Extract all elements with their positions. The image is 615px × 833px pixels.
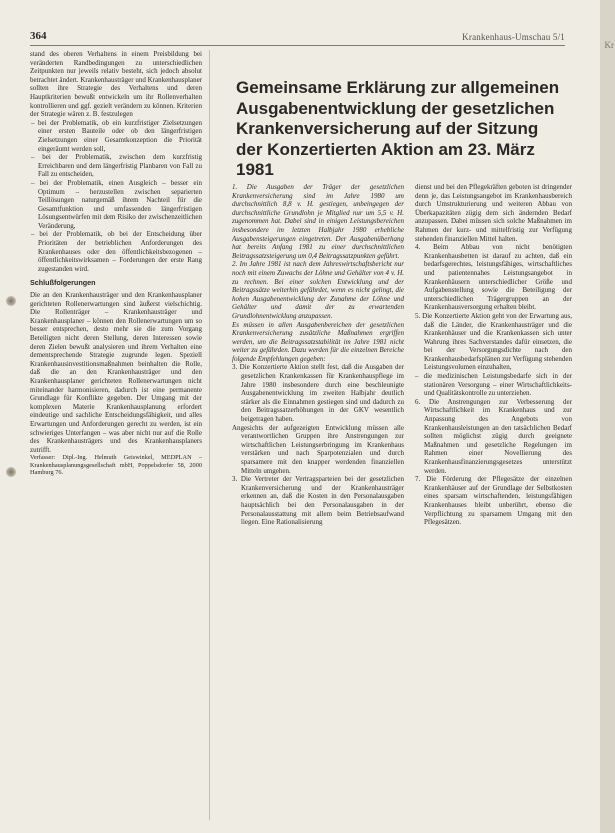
list-item: – bei der Problematik, einen Ausgleich – besser ein Optimum – herzustellen zwischen separierten Teillösungen naturgemäß ihrem Nachteil für die Gesamtfunktion und umfassenden längerfristigen Lösungsentwürfen mit dem Risiko der zwischenzeitlichen Veränderung, [31,178,202,230]
list-item: – bei der Problematik, ob ein kurzfristiger Zielsetzungen einer ersten Bauteile oder ob den längerfristigen Zielsetzungen einer Gesamtkonzeption die Priorität eingeräumt werden soll, [31,118,202,153]
punch-hole-icon [6,467,16,477]
edge-label: Kr [604,40,614,50]
section-heading: Schlußfolgerungen [30,278,96,288]
paragraph: 5. Die Konzertierte Aktion geht von der Erwartung aus, daß die Länder, die Krankenhausträger und die Krankenhäuser und die Krankenkassen sich unter Wahrung ihres Sachverstandes dafür einsetzen, die bei der Versorgungsdichte nach den Krankenhausbedarfsplänen zur Verfügung stehenden Leistungsvolumen einzuhalten, [415,311,572,372]
left-body: Die an den Krankenhausträger und den Krankenhausplaner gerichteten Rollenerwartungen sind äußerst vielschichtig. Die Rollenträger – Krankenhausträger und Krankenhausplaner – können den Rollenerwartungen um so besser entsprechen, desto mehr sie die zum Vorgang Beteiligten nicht deren Stellung, deren Interessen sowie deren Zielen bewußt analysieren und ihrem Verhalten eine dementsprechende Strategie zugrunde legen. Speziell Krankenhausinvestitionsmaßnahmen beinhalten die Rolle, daß die an den Krankenhausträger und den Krankenhausplaner gerichteten Rollenerwartungen nicht miteinander harmonisieren, dadurch ist eine permanente Grundlage für Konflikte gegeben. Der Umgang mit der komplexen Materie Krankenhausplanung erfordert eindeutige und sachliche Entscheidungsfähigkeit, und alles Erwartungen und Anforderungen gerecht zu werden, ist ein schwieriges Unterfangen – was aber nicht nur auf die Rolle des Krankenhausträgers und des Krankenhausplaners zutrifft. [30,291,202,454]
paragraph: Es müssen in allen Ausgabenbereichen der gesetzlichen Krankenversicherung zusätzliche Maßnahmen ergriffen werden, um die Beitragssatzstabilität im Jahre 1981 nicht weiter zu gefährden. Dazu werden für die einzelnen Bereiche folgende Empfehlungen gegeben: [232,320,404,363]
paragraph: – die medizinischen Leistungsbedarfe sich in der stationären Versorgung – einer Wirtschaftlichkeits- und Qualitätskontrolle zu unterziehen. [415,372,572,398]
paragraph: 7. Die Förderung der Pflegesätze der einzelnen Krankenhäuser auf der Grundlage der Selbstkosten eines sparsam wirtschaftenden, leistungsfähigen Krankenhauses bleibt unberührt, ebenso die Verpflichtung zu sparsamem Umgang mit den Pflegesätzen. [415,475,572,527]
paragraph: 3. Die Vertreter der Vertragsparteien bei der gesetzlichen Krankenversicherung und der Krankenhausträger erkennen an, daß die Kosten in den Personalausgaben hauptsächlich bei den Personalausgaben in der Personalausstattung mit allem beim Betriebsaufwand liegen. Eine Rationalisierung [232,475,404,527]
column-divider [209,50,210,820]
paragraph: dienst und bei den Pflegekräften geboten ist dringender denn je, das Leistungsangebot im Krankenhausbereich durch Umstrukturierung und weiteren Abbau von Überkapazitäten zügig dem sich ändernden Bedarf anzupassen. Dabei müssen sich solche Maßnahmen im Rahmen der kurz- und mittelfristig zur Verfügung stehenden finanziellen Mittel halten. [415,183,572,243]
facing-page-edge [600,0,615,833]
middle-column [232,183,404,527]
page-number: 364 [30,30,47,42]
right-column [415,183,572,527]
paragraph: 1. Die Ausgaben der Träger der gesetzlichen Krankenversicherung sind im Jahre 1980 um durchschnittlich 8,8 v. H. gestiegen, unbeingegen der durchschnittliche Grundlohn je Mitglied nur um 5,5 v. H. zugenommen hat. Dabei sind in einigen Leistungsbereichen insbesondere im letzten Halbjahr 1980 erhebliche Ausgabensteigerungen eingetreten. Der Ausgabenüberhang hat bereits Anfang 1981 zu einer durchschnittlichen Beitragssatzsteigerung um 0,4 Beitragssatzpunkten geführt. [232,183,404,260]
article-title: Gemeinsame Erklärung zur allgemeinen Ausgabenentwicklung der gesetzlichen Krankenversicherung auf der Sitzung der Konzertierten Aktion am 23. März 1981 [236,78,560,179]
paragraph: 2. Im Jahre 1981 ist nach dem Jahreswirtschaftsbericht nur noch mit einem Zuwachs der Löhne und Gehälter von 4 v. H. zu rechnen. Bei einer solchen Entwicklung und der Beitragssätze weiterhin gefährdet, wenn es nicht gelingt, die hohen Ausgabenentwicklung der Zunahme der Löhne und Gehälter und damit der zu erwartenden Grundlohnentwicklung anzupassen. [232,260,404,320]
paragraph: 6. Die Anstrengungen zur Verbesserung der Wirtschaftlichkeit im Krankenhaus und zur Anpassung des Angebots von Krankenhausleistungen an den tatsächlichen Bedarf sollten möglichst zügig durch geeignete Maßnahmen und gesetzliche Regelungen im Rahmen einer Novellierung des Krankenhausfinanzierungsgesetzes unterstützt werden. [415,397,572,475]
header-rule [30,45,565,46]
author-address: Verfasser: Dipl.-Ing. Helmuth Geiswinkel, MEDPLAN – Krankenhausplanungsgesellschaft mbH, Poppelsdorfer 58, 2000 Hamburg 76. [30,454,202,477]
list-item: – bei der Problematik, zwischen dem kurzfristig Erreichbaren und dem längerfristig Planbaren von Fall zu Fall zu entscheiden, [31,153,202,179]
left-column [30,50,202,477]
running-head: Krankenhaus-Umschau 5/1 [462,32,565,42]
paragraph: Angesichts der aufgezeigten Entwicklung müssen alle verantwortlichen Gruppen ihre Anstrengungen zur wirtschaftlichen Leistungserbringung im Krankenhaus verstärken und nach Sparpotenzialen und durch sparsamere mit den knapper werdenden finanziellen Mitteln umgehen. [232,423,404,475]
punch-hole-icon [6,296,16,306]
paragraph: 4. Beim Abbau von nicht benötigten Krankenhausbetten ist darauf zu achten, daß ein bedarfsgerechtes, leistungsfähiges, wirtschaftliches und patientennahes Leistungsangebot in Krankenhäusern unterschiedlicher Größe und Aufgabenstellung sowie die Beteiligung der unterschiedlichen Trägergruppen an der Krankenhausversorgung erhalten bleibt. [415,243,572,312]
left-intro: stand des oberen Verhaltens in einem Preisbildung bei veränderten Randbedingungen zu unterschiedlichen Zeitpunkten nur jeweils relativ besteht, sich jedoch absolut betrachtet ändert. Krankenhausträger und Krankenhausplaner sollten ihre Strategie des Verhaltens und deren Hauptkriterien bewußt entwickeln um ihr Rollenverhalten kontrollieren und ggf. gezielt verändern zu können. Kriterien der Strategie wären z. B. festzulegen [30,50,203,119]
list-item: – bei der Problematik, ob bei der Entscheidung über Prioritäten der betrieblichen Anforderungen des Krankenhauses oder den öffentlichkeitsbezogenen – öffentlichkeitswirksamen – Forderungen der erste Rang zugestanden wird. [31,230,202,273]
paragraph: 3. Die Konzertierte Aktion stellt fest, daß die Ausgaben der gesetzlichen Krankenkassen für Krankenhauspflege im Jahre 1980 insbesondere durch eine beschleunigte Ausgabenentwicklung im zweiten Halbjahr deutlich stärker als die Einnahmen gestiegen sind und dadurch zu den Beitragssatzerhöhungen in der GKV wesentlich beigetragen haben. [232,363,404,424]
